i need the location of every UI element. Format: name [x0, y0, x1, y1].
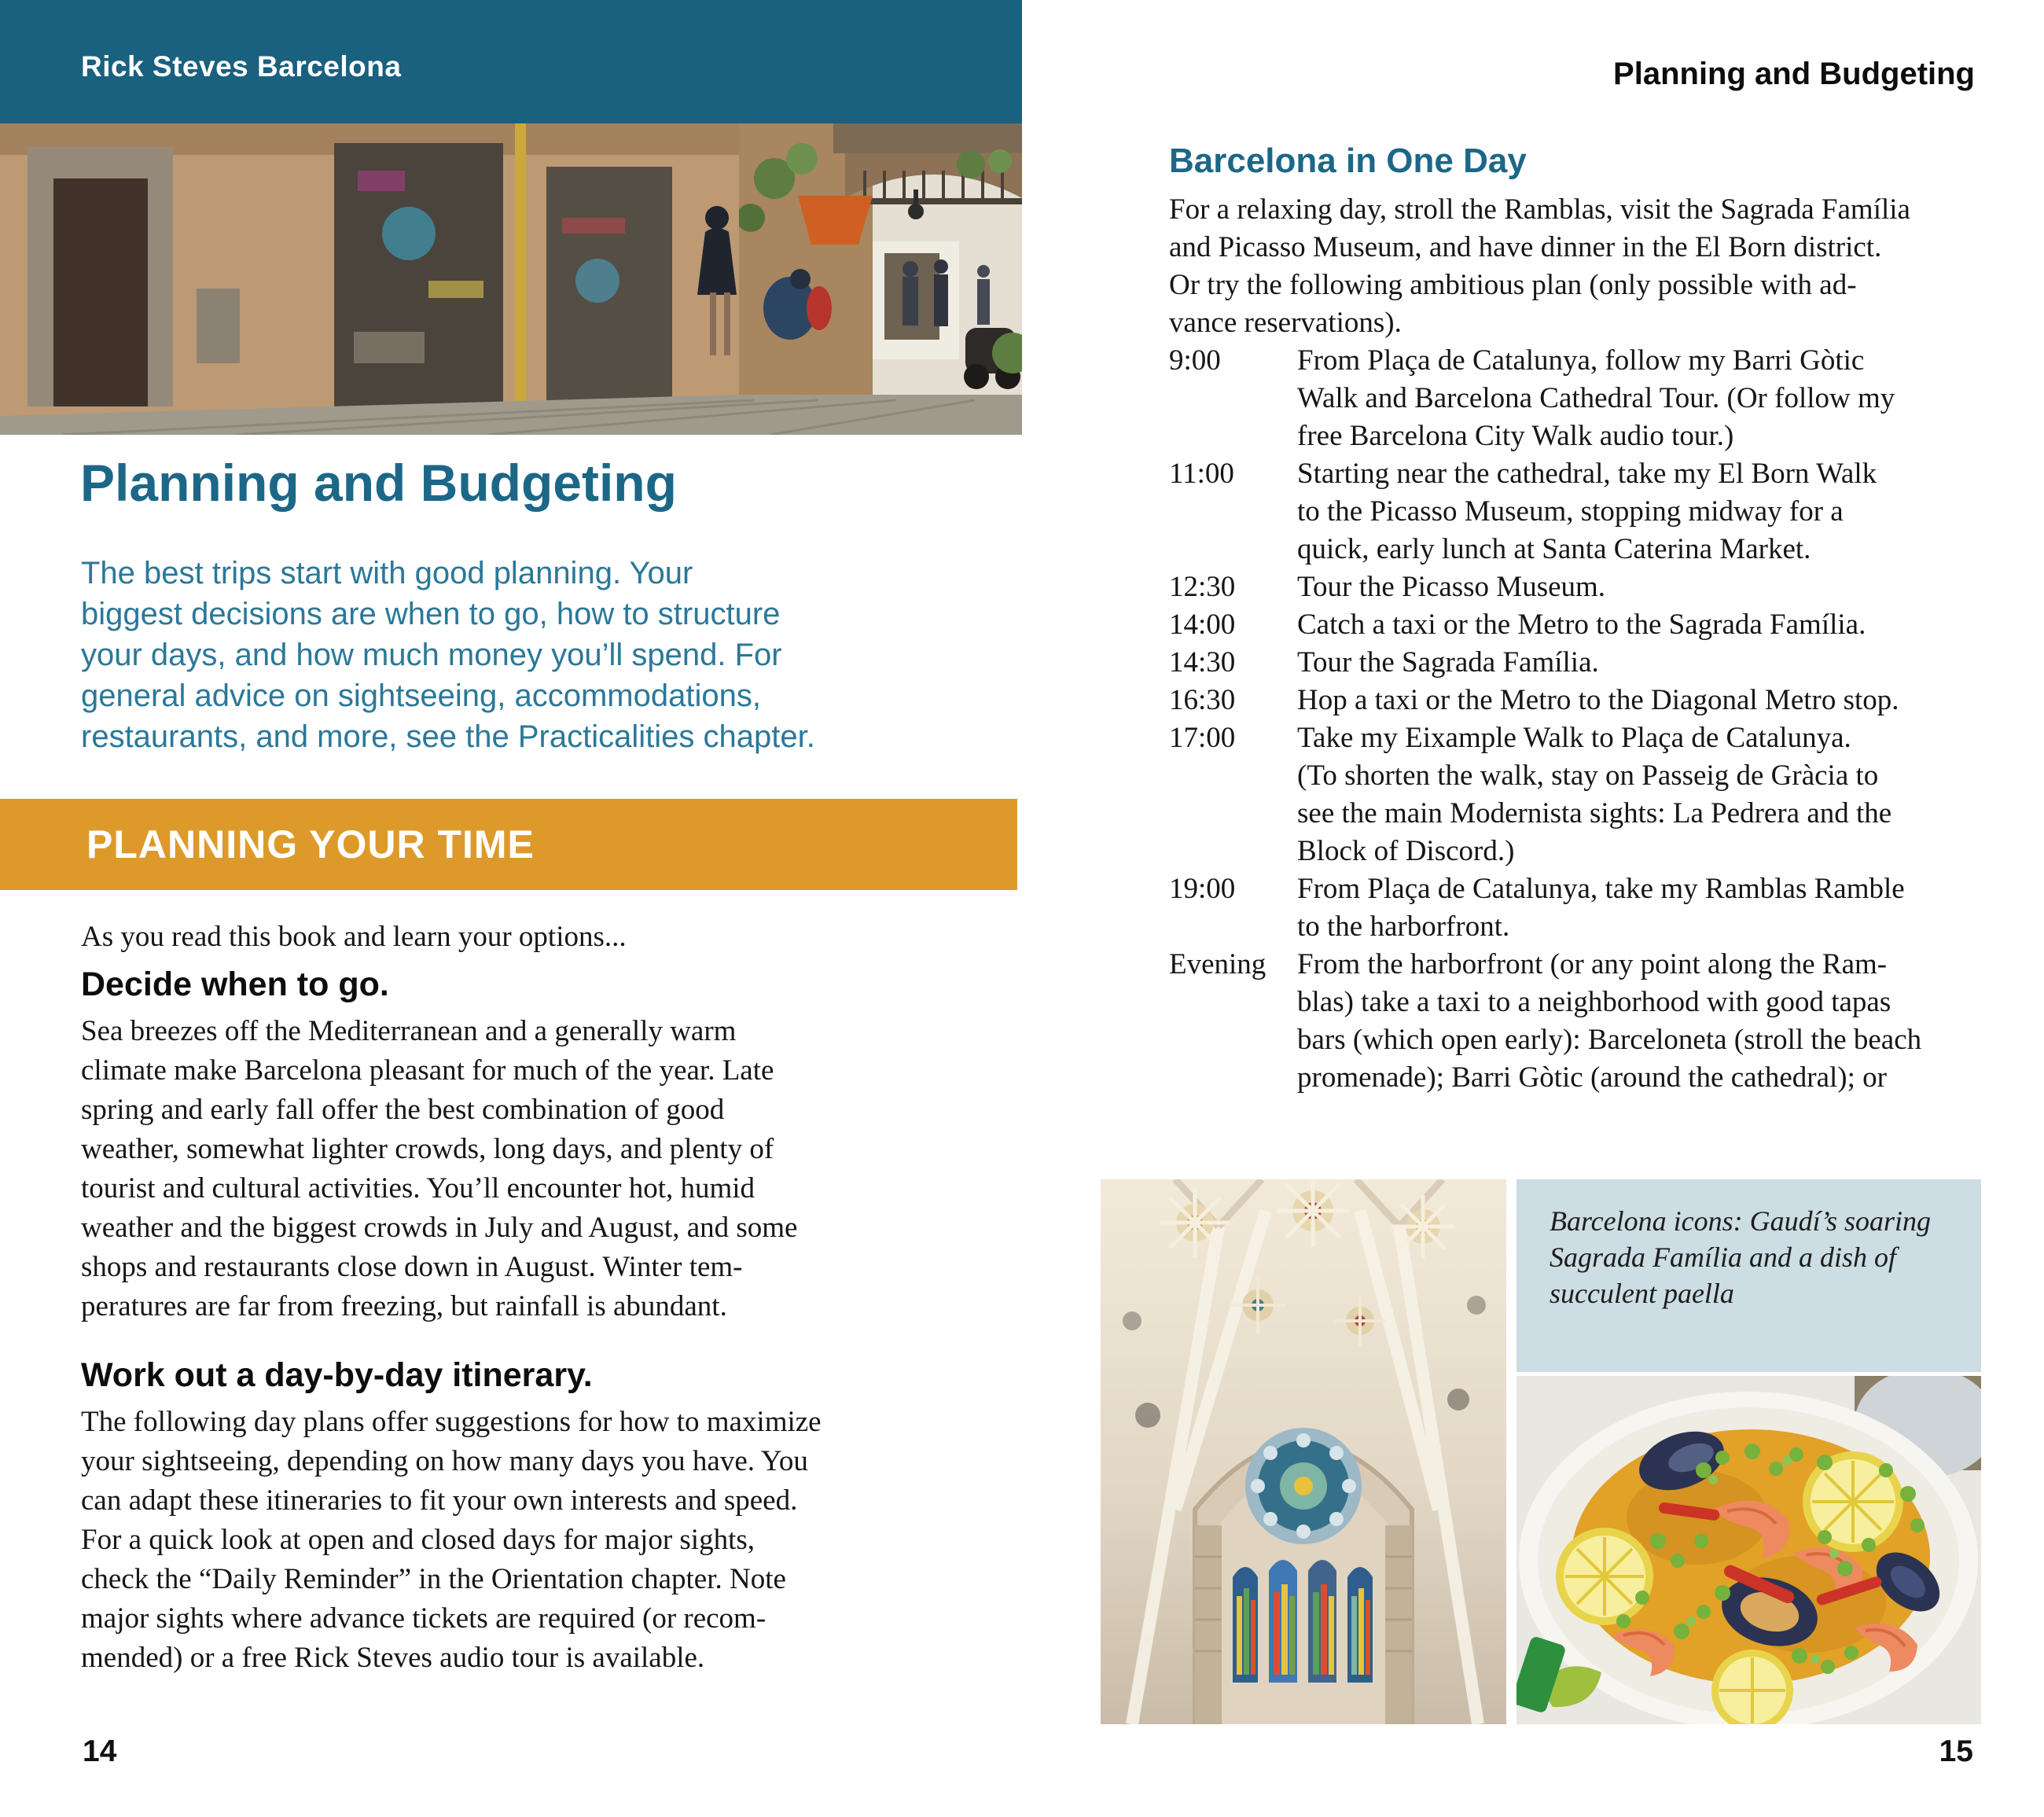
lemon-slice: [1556, 1528, 1653, 1625]
one-day-intro: For a relaxing day, stroll the Ramblas, visit the Sagrada Família and Picasso Museum, and have dinner in the El Born district. Or try the following ambitious plan (only possible with ad- vance reservations).: [1169, 193, 1910, 339]
schedule-row: [1169, 568, 2018, 606]
subsection-body: The following day plans offer suggestions for how to maximize your sightseeing, depending on how many days you have. You can adapt these itineraries to fit your own interests and speed. For a quick look at open and closed days for major sights, check the “Daily Reminder” in the Orientation chapter. Note major sights where advance tickets are required (or recom- mended) or a free Rick Steves audio tour is available.: [81, 1406, 822, 1674]
schedule-row: [1169, 455, 2018, 568]
barcelona-street-photo: [0, 123, 1022, 435]
schedule-time: 12:30: [1169, 571, 1236, 603]
one-day-heading: Barcelona in One Day: [1169, 142, 1527, 180]
chapter-intro: The best trips start with good planning. Your biggest decisions are when to go, how to structure your days, and how much money you’ll spend. For general advice on sightseeing, accommodations, restaurants, and more, see the Practicalities chapter.: [81, 556, 815, 754]
schedule-description: From the harborfront (or any point along the Ram- blas) take a taxi to a neighborhood with good tapas bars (which open early): Barceloneta (stroll the beach promenade); Barri Gòtic (around the cathedral); or: [1297, 948, 1922, 1094]
schedule-time: 16:30: [1169, 684, 1236, 716]
subsection-heading: Work out a day-by-day itinerary.: [81, 1356, 593, 1394]
page-number-right: 15: [1939, 1734, 1973, 1768]
subsection: [81, 966, 914, 1326]
schedule-description: Take my Eixample Walk to Plaça de Catalunya. (To shorten the walk, stay on Passeig de Gràcia to see the main Modernista sights: La Pedrera and the Block of Discord.): [1297, 722, 1892, 867]
schedule-row: [1169, 644, 2018, 682]
schedule-time: 11:00: [1169, 458, 1234, 490]
schedule-row: [1169, 870, 2018, 946]
sagrada-familia-photo: [1101, 1179, 1506, 1724]
itinerary-schedule: [1169, 342, 2018, 1097]
subsection-body: Sea breezes off the Mediterranean and a generally warm climate make Barcelona pleasant for much of the year. Late spring and early fall offer the best combination of good weather, somewhat lighter crowds, long days, and plenty of tourist and cultural activities. You’ll encounter hot, humid weather and the biggest crowds in July and August, and some shops and restaurants close down in August. Winter tem- peratures are far from freezing, but rainfall is abundant.: [81, 1015, 798, 1322]
schedule-row: [1169, 342, 2018, 455]
subsection: [81, 1356, 914, 1678]
section-banner: [0, 799, 1017, 890]
schedule-description: Catch a taxi or the Metro to the Sagrada Família.: [1297, 609, 1866, 641]
photo-caption-box: [1516, 1179, 1981, 1372]
schedule-time: 9:00: [1169, 344, 1221, 377]
left-running-head: Rick Steves Barcelona: [81, 50, 402, 83]
left-subsections: [81, 966, 914, 1678]
schedule-description: Tour the Sagrada Família.: [1297, 646, 1599, 679]
schedule-description: Hop a taxi or the Metro to the Diagonal Metro stop.: [1297, 684, 1899, 716]
schedule-time: 19:00: [1169, 873, 1236, 905]
schedule-description: Tour the Picasso Museum.: [1297, 571, 1606, 603]
page-number-left: 14: [83, 1734, 117, 1768]
page-title: Planning and Budgeting: [80, 454, 677, 512]
schedule-row: [1169, 946, 2018, 1097]
schedule-row: [1169, 606, 2018, 644]
subsection-heading: Decide when to go.: [81, 966, 389, 1003]
schedule-time: 17:00: [1169, 722, 1236, 754]
schedule-description: From Plaça de Catalunya, take my Ramblas Ramble to the harborfront.: [1297, 873, 1905, 943]
section-banner-label: PLANNING YOUR TIME: [86, 822, 535, 866]
schedule-time: 14:30: [1169, 646, 1236, 679]
schedule-time: 14:00: [1169, 609, 1236, 641]
schedule-time: Evening: [1169, 948, 1266, 980]
left-header-bar: [0, 0, 1022, 123]
schedule-row: [1169, 682, 2018, 719]
schedule-row: [1169, 719, 2018, 870]
paella-photo: [1516, 1376, 1981, 1724]
lead-line: As you read this book and learn your options...: [81, 921, 627, 953]
schedule-description: From Plaça de Catalunya, follow my Barri Gòtic Walk and Barcelona Cathedral Tour. (Or follow my free Barcelona City Walk audio tour.): [1297, 344, 1895, 452]
right-running-head: Planning and Budgeting: [1613, 57, 1975, 91]
schedule-description: Starting near the cathedral, take my El Born Walk to the Picasso Museum, stopping midway for a quick, early lunch at Santa Caterina Market.: [1297, 458, 1877, 565]
photo-caption: Barcelona icons: Gaudí’s soaring Sagrada Família and a dish of succulent paella: [1550, 1205, 1931, 1309]
